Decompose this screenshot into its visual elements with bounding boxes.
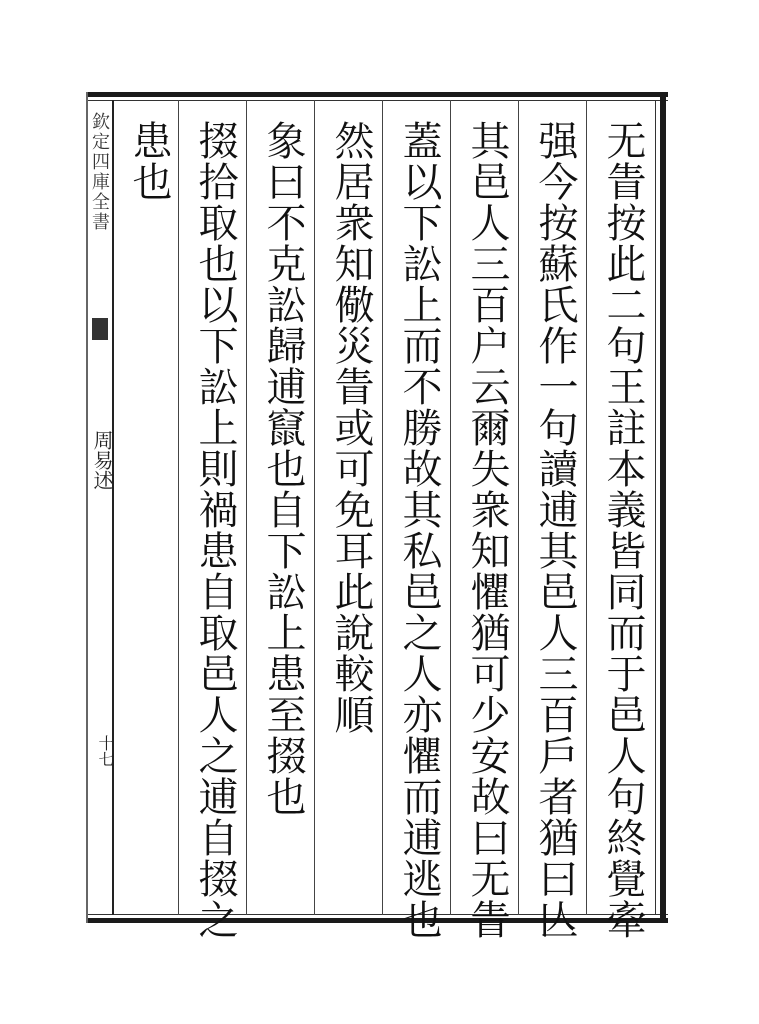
frame-bottom-inner-border bbox=[86, 914, 668, 915]
column-rule bbox=[586, 100, 587, 915]
text-column-4: 蓋以下訟上而不勝故其私邑之人亦懼而逋逃也 bbox=[396, 120, 442, 940]
text-column-2: 强今按蘇氏作一句讀逋其邑人三百戶者猶曰亾 bbox=[532, 120, 578, 940]
frame-right-border bbox=[660, 92, 666, 923]
text-column-3: 其邑人三百户云爾失衆知懼猶可少安故曰无眚 bbox=[464, 120, 510, 940]
column-rule bbox=[246, 100, 247, 915]
spine-title: 周易述 bbox=[90, 430, 114, 490]
column-rule bbox=[518, 100, 519, 915]
text-column-7: 掇拾取也以下訟上則禍患自取邑人之逋自掇之 bbox=[192, 120, 238, 940]
column-rule bbox=[450, 100, 451, 915]
spine-divider bbox=[112, 100, 114, 915]
frame-top-inner-border bbox=[86, 100, 668, 101]
column-rule bbox=[178, 100, 179, 915]
spine-fishtail-mark bbox=[92, 318, 108, 340]
spine-header: 欽定四庫全書 bbox=[89, 112, 110, 232]
column-rule bbox=[314, 100, 315, 915]
frame-top-border bbox=[86, 92, 668, 97]
spine-page-number: 十七 bbox=[96, 735, 115, 767]
text-column-6: 象曰不克訟歸逋竄也自下訟上患至掇也 bbox=[260, 120, 306, 817]
text-column-1: 无眚按此二句王註本義皆同而于邑人句終覺牽 bbox=[600, 120, 646, 940]
frame-bottom-border bbox=[86, 918, 668, 923]
column-rule bbox=[382, 100, 383, 915]
frame-right-inner-border bbox=[655, 100, 656, 915]
text-column-5: 然居衆知儆災眚或可免耳此說較順 bbox=[328, 120, 374, 735]
text-column-8: 患也 bbox=[126, 120, 172, 202]
